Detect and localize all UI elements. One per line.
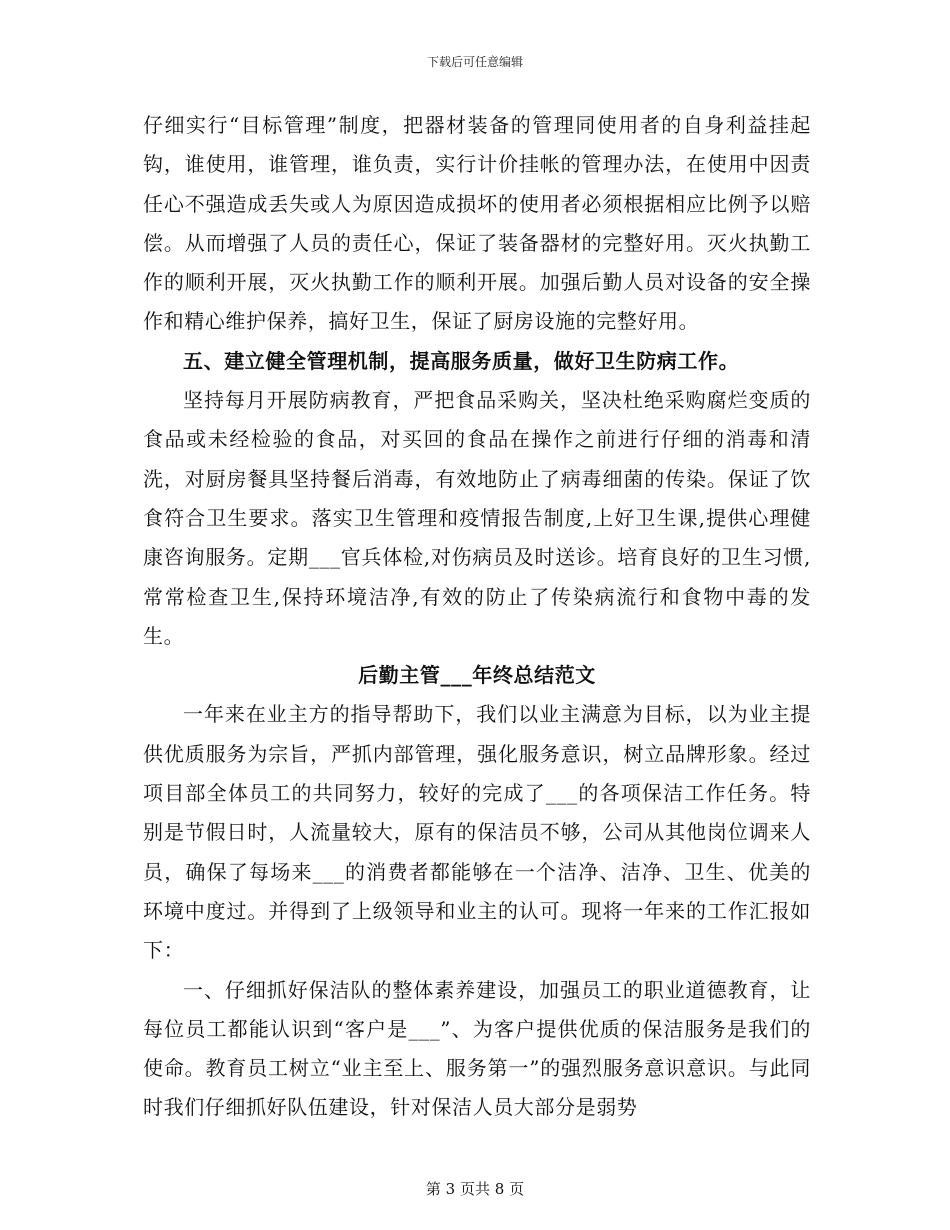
paragraph-equipment-management: 仔细实行“目标管理”制度，把器材装备的管理同使用者的自身利益挂起钩，谁使用，谁管理，谁负责，实行计价挂帐的管理办法，在使用中因责任心不强造成丢失或人为原因造成损坏的使用者必须根据相应比例予以赔偿。从而增强了人员的责任心，保证了装备器材的完整好用。灭火执勤工作的顺利开展，灭火执勤工作的顺利开展。加强后勤人员对设备的安全操作和精心维护保养，搞好卫生，保证了厨房设施的完整好用。 <box>143 113 811 334</box>
document-body <box>143 106 811 1128</box>
paragraph-disease-prevention: 坚持每月开展防病教育，严把食品采购关，坚决杜绝采购腐烂变质的食品或未经检验的食品，对买回的食品在操作之前进行仔细的消毒和清洗，对厨房餐具坚持餐后消毒，有效地防止了病毒细菌的传染。保证了饮食符合卫生要求。落实卫生管理和疫情报告制度,上好卫生课,提供心理健康咨询服务。定期___官兵体检,对伤病员及时送诊。培育良好的卫生习惯,常常检查卫生,保持环境洁净,有效的防止了传染病流行和食物中毒的发生。 <box>143 388 811 648</box>
header-note: 下载后可任意编辑 <box>426 55 523 69</box>
document-title: 后勤主管___年终总结范文 <box>358 663 596 688</box>
section-heading-5: 五、建立健全管理机制，提高服务质量，做好卫生防病工作。 <box>183 348 740 373</box>
paragraph-team-building: 一、仔细抓好保洁队的整体素养建设，加强员工的职业道德教育，让每位员工都能认识到“客户是___”、为客户提供优质的保洁服务是我们的使命。教育员工树立“业主至上、服务第一”的强烈服务意识意识。与此同时我们仔细抓好队伍建设，针对保洁人员大部分是弱势 <box>143 977 811 1120</box>
paragraph-year-summary: 一年来在业主方的指导帮助下，我们以业主满意为目标，以为业主提供优质服务为宗旨，严抓内部管理，强化服务意识，树立品牌形象。经过项目部全体员工的共同努力，较好的完成了___的各项保洁工作任务。特别是节假日时，人流量较大，原有的保洁员不够，公司从其他岗位调来人员，确保了每场来___的消费者都能够在一个洁净、洁净、卫生、优美的环境中度过。并得到了上级领导和业主的认可。现将一年来的工作汇报如下： <box>143 702 811 963</box>
page-number: 第 3 页共 8 页 <box>425 1180 525 1198</box>
